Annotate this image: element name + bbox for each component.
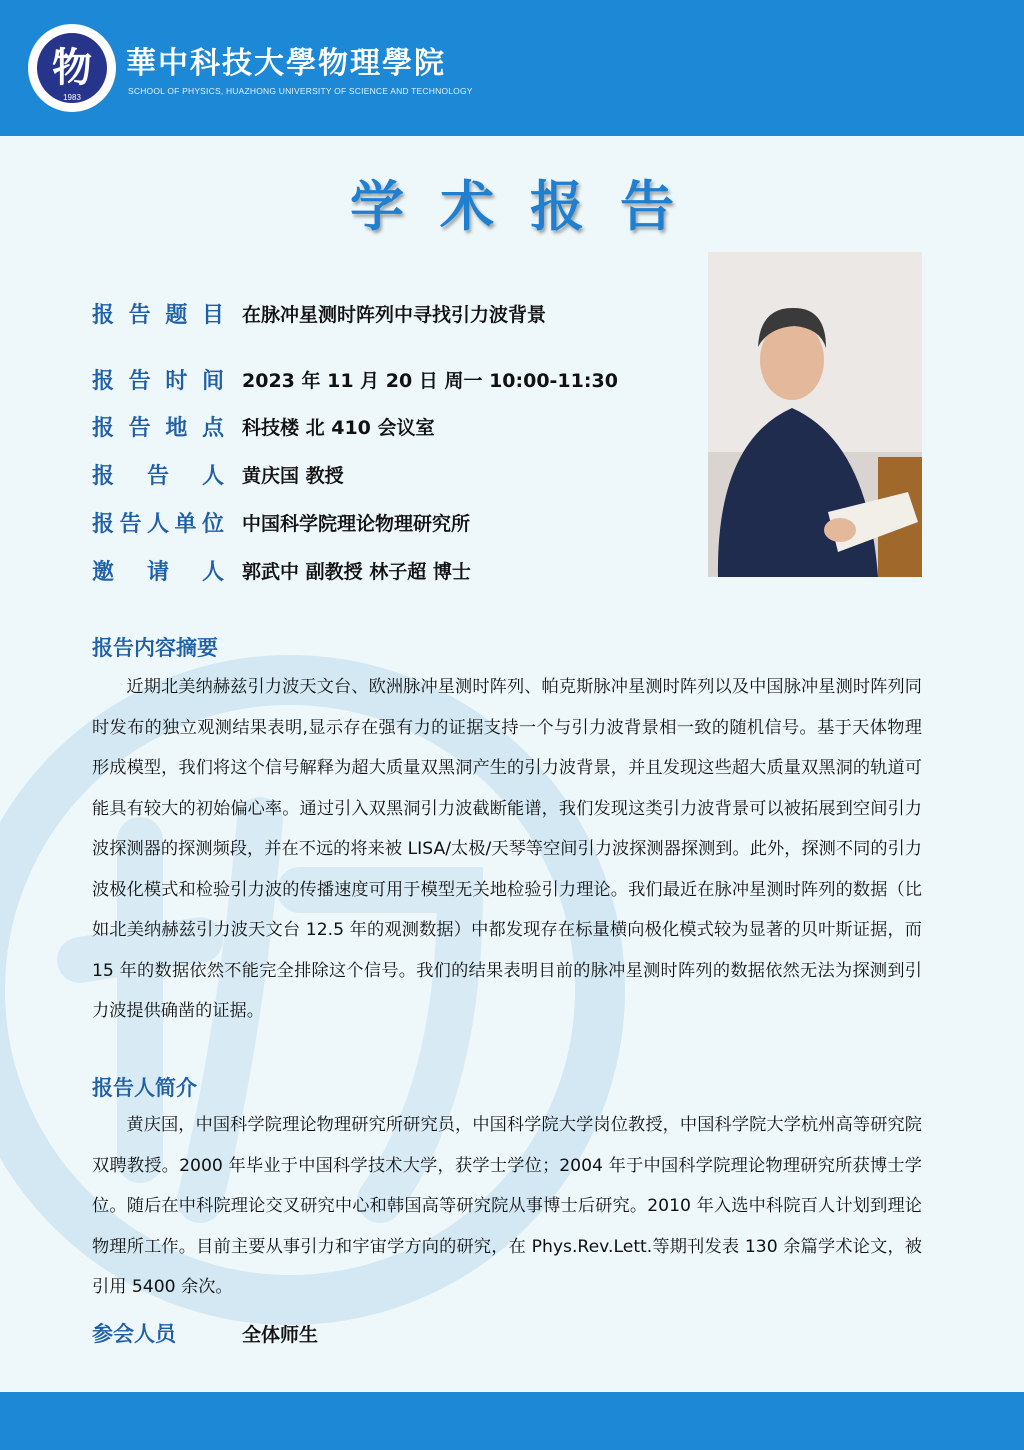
school-name-en: SCHOOL OF PHYSICS, HUAZHONG UNIVERSITY OF SCIENCE AND TECHNOLOGY <box>128 86 473 96</box>
info-label-char: 人 <box>201 560 224 585</box>
logo-year: 1983 <box>63 93 81 102</box>
info-label-char: 报 <box>92 303 115 328</box>
info-label-char: 报 <box>92 512 115 537</box>
bio-title: 报告人简介 <box>92 1076 197 1100</box>
page-title: 学术报告 <box>350 174 710 238</box>
logo-emblem: 物 <box>37 33 107 103</box>
info-label <box>92 507 224 538</box>
info-label-char: 间 <box>201 369 224 394</box>
info-label-char: 点 <box>201 416 224 441</box>
footer-banner <box>0 1392 1024 1450</box>
info-label-char: 告 <box>119 512 142 537</box>
info-label-char: 时 <box>165 369 188 394</box>
info-label-char: 报 <box>92 369 115 394</box>
info-label-char: 请 <box>146 560 169 585</box>
info-label-char: 目 <box>201 303 224 328</box>
info-value: 2023 年 11 月 20 日 周一 10:00-11:30 <box>242 370 618 392</box>
info-label-char: 告 <box>146 464 169 489</box>
school-name-cn: 華中科技大學物理學院 <box>126 46 446 81</box>
attendees-value: 全体师生 <box>242 1324 319 1346</box>
info-label-char: 报 <box>92 464 115 489</box>
attendees-label: 参会人员 <box>92 1322 176 1346</box>
info-value: 黄庆国 教授 <box>242 465 344 487</box>
speaker-photo <box>708 252 922 577</box>
info-label-char: 告 <box>128 303 151 328</box>
info-label <box>92 459 224 490</box>
info-label-char: 题 <box>165 303 188 328</box>
info-value: 中国科学院理论物理研究所 <box>242 513 471 535</box>
info-label-char: 人 <box>146 512 169 537</box>
bio-text: 黄庆国，中国科学院理论物理研究所研究员，中国科学院大学岗位教授，中国科学院大学杭州高等研究院双聘教授。2000 年毕业于中国科学技术大学，获学士学位；2004 年于中国科学院理论物理研究所获博士学位。随后在中科院理论交叉研究中心和韩国高等研究院从事博士后研究。2010 年入选中科院百人计划到理论物理所工作。目前主要从事引力和宇宙学方向的研究，在 Phys.Rev.Lett.等期刊发表 130 余篇学术论文，被引用 5400 余次。 <box>92 1115 922 1297</box>
info-label-char: 邀 <box>92 560 115 585</box>
info-label <box>92 555 224 586</box>
info-label-char: 位 <box>201 512 224 537</box>
info-label-char: 报 <box>92 416 115 441</box>
info-label <box>92 411 224 442</box>
info-label-char: 告 <box>128 416 151 441</box>
info-label-char: 地 <box>165 416 188 441</box>
info-label-char: 单 <box>174 512 197 537</box>
abstract-title: 报告内容摘要 <box>92 636 218 660</box>
info-label-char: 人 <box>201 464 224 489</box>
info-label <box>92 364 224 395</box>
abstract-text: 近期北美纳赫兹引力波天文台、欧洲脉冲星测时阵列、帕克斯脉冲星测时阵列以及中国脉冲星测时阵列同时发布的独立观测结果表明,显示存在强有力的证据支持一个与引力波背景相一致的随机信号。基于天体物理形成模型，我们将这个信号解释为超大质量双黑洞产生的引力波背景，并且发现这些超大质量双黑洞的轨道可能具有较大的初始偏心率。通过引入双黑洞引力波截断能谱，我们发现这类引力波背景可以被拓展到空间引力波探测器的探测频段，并在不远的将来被 LISA/太极/天琴等空间引力波探测器探测到。此外，探测不同的引力波极化模式和检验引力波的传播速度可用于模型无关地检验引力理论。我们最近在脉冲星测时阵列的数据（比如北美纳赫兹引力波天文台 12.5 年的观测数据）中都发现存在标量横向极化模式较为显著的贝叶斯证据，而 15 年的数据依然不能完全排除这个信号。我们的结果表明目前的脉冲星测时阵列的数据依然无法为探测到引力波提供确凿的证据。 <box>92 677 922 1021</box>
university-logo <box>28 24 116 112</box>
header-banner <box>0 0 1024 136</box>
info-value: 在脉冲星测时阵列中寻找引力波背景 <box>242 304 547 326</box>
info-label <box>92 298 224 329</box>
info-value: 郭武中 副教授 林子超 博士 <box>242 561 471 583</box>
info-label-char: 告 <box>128 369 151 394</box>
info-value: 科技楼 北 410 会议室 <box>242 417 435 439</box>
